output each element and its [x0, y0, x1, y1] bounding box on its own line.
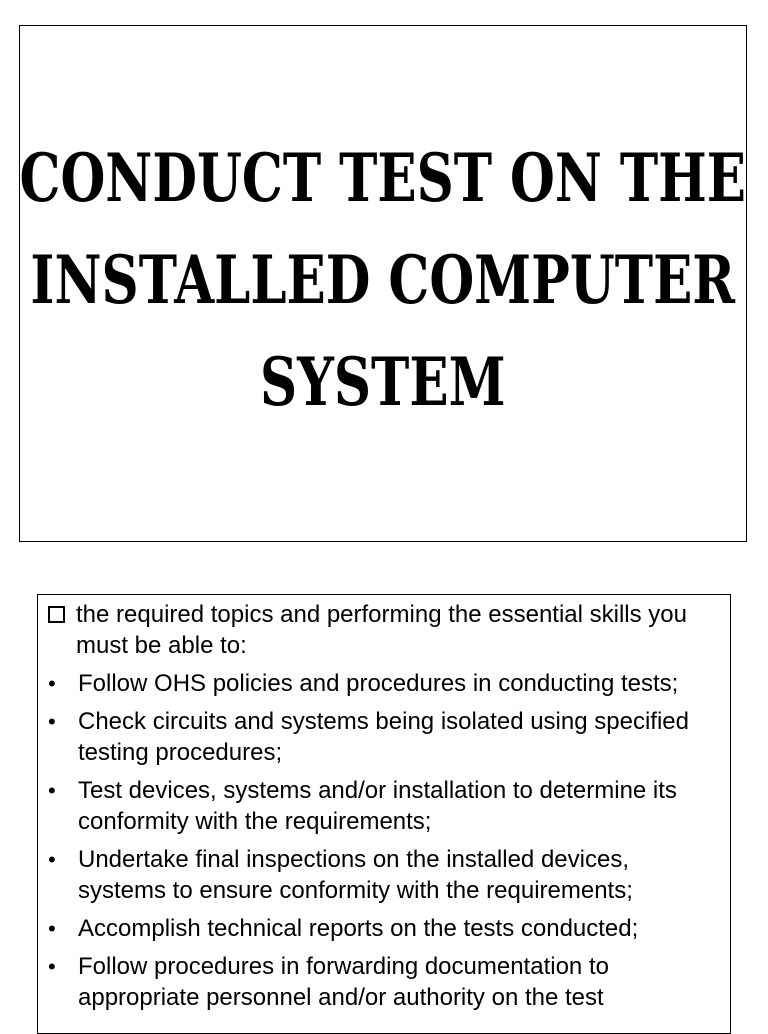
bullet-icon: •: [48, 671, 56, 696]
bullet-item: [46, 951, 722, 1013]
slide-title: [20, 127, 747, 433]
bullet-text: Check circuits and systems being isolated using specified testing procedures;: [78, 708, 689, 766]
checkbox-square-icon: [46, 599, 76, 630]
title-line-2: INSTALLED COMPUTER: [30, 240, 736, 319]
bullet-icon: •: [48, 778, 56, 803]
bullet-item: [46, 668, 722, 699]
intro-text: the required topics and performing the essential skills you must be able to:: [76, 601, 687, 659]
bullet-item: [46, 706, 722, 768]
bullet-icon: •: [48, 954, 56, 979]
bullet-text: Follow procedures in forwarding documentation to appropriate personnel and/or authority on the test: [78, 953, 609, 1011]
title-line-1: CONDUCT TEST ON THE: [19, 138, 747, 217]
bullet-text: Follow OHS policies and procedures in conducting tests;: [78, 670, 679, 697]
bullet-item: [46, 775, 722, 837]
bullet-text: Accomplish technical reports on the tests conducted;: [78, 915, 639, 942]
bullet-item: [46, 844, 722, 906]
bullet-icon: •: [48, 709, 56, 734]
title-line-3: SYSTEM: [260, 342, 506, 421]
bullet-text: Undertake final inspections on the installed devices, systems to ensure conformity with the requirements;: [78, 846, 633, 904]
bullet-item: [46, 913, 722, 944]
bullet-text: Test devices, systems and/or installation to determine its conformity with the requirements;: [78, 777, 677, 835]
intro-item: [46, 599, 722, 661]
bullet-icon: •: [48, 847, 56, 872]
content-slide: [37, 594, 731, 1034]
title-slide: [19, 25, 747, 542]
bullet-icon: •: [48, 916, 56, 941]
